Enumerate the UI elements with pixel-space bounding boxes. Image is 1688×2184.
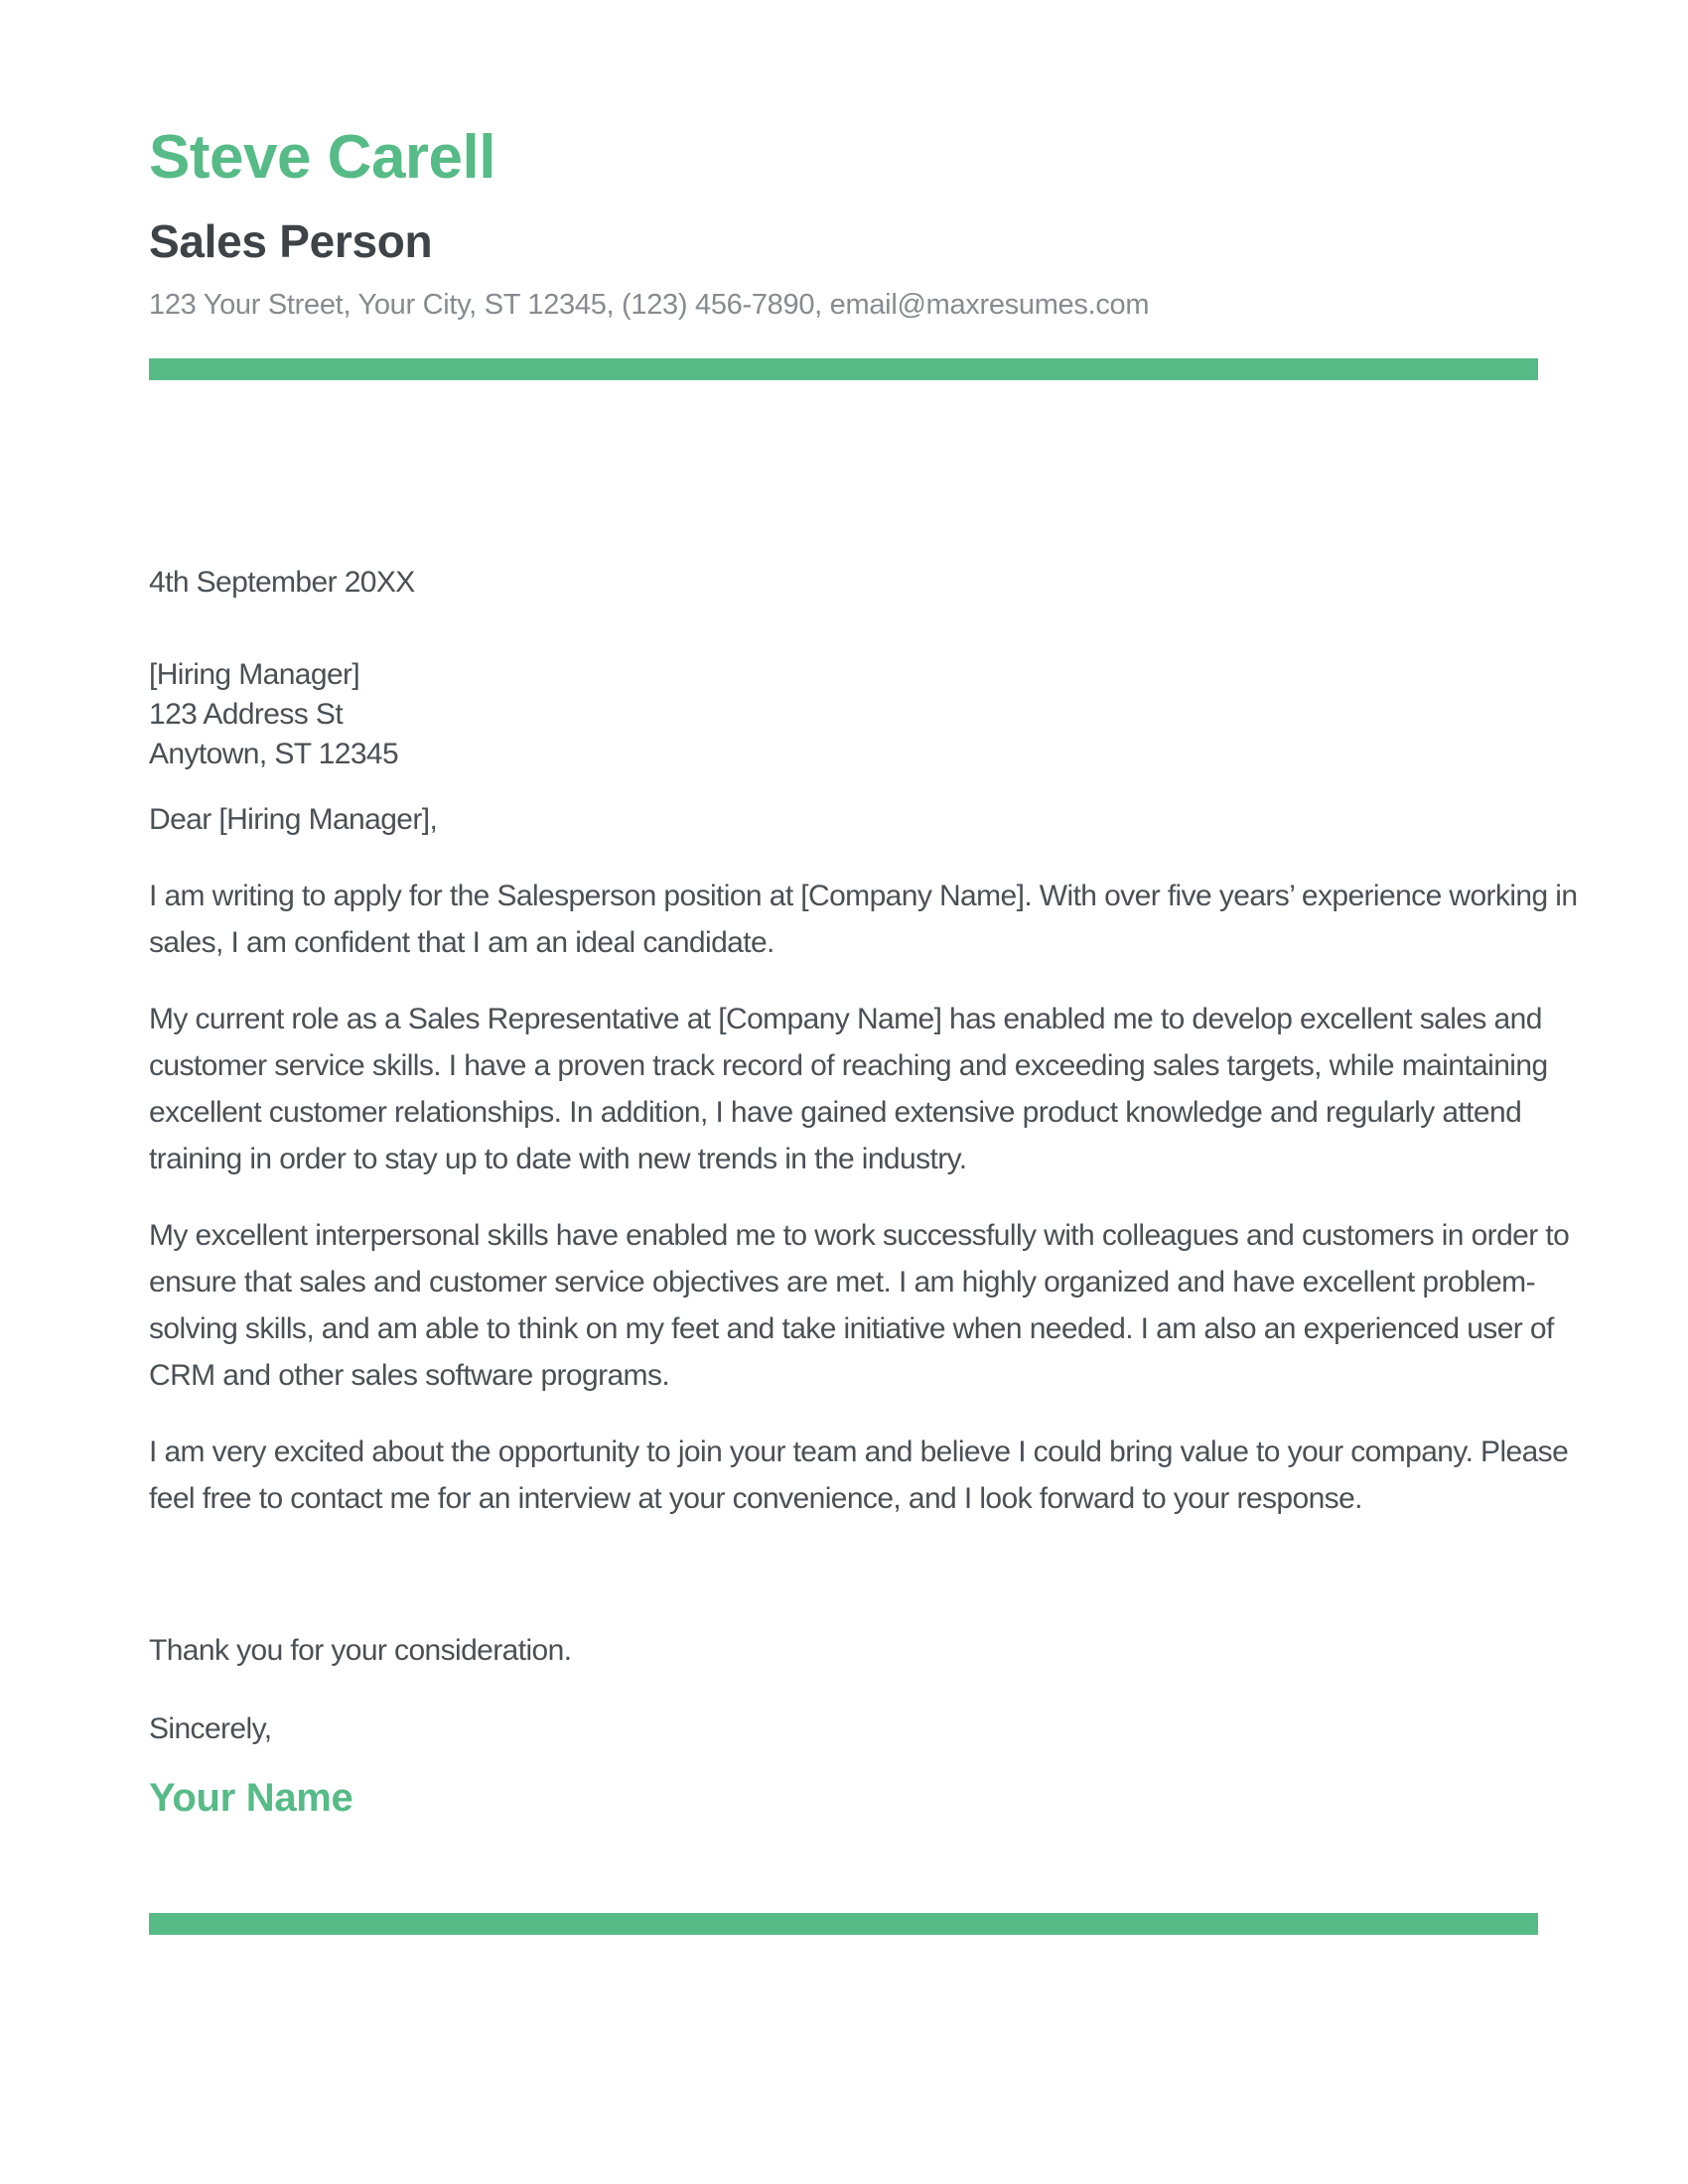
accent-divider-bottom: [149, 1913, 1538, 1935]
salutation: Dear [Hiring Manager],: [149, 803, 438, 836]
recipient-address: [149, 655, 1599, 774]
applicant-name: Steve Carell: [149, 123, 495, 192]
letter-header: [0, 123, 1688, 323]
body-paragraph-1: I am writing to apply for the Salesperson position at [Company Name]. With over five years’ experience working in sales, I am confident that I am an ideal candidate.: [149, 880, 1578, 959]
accent-divider-top: [149, 358, 1538, 380]
signature-name: Your Name: [149, 1776, 353, 1820]
body-paragraph-3: My excellent interpersonal skills have enabled me to work successfully with colleagues and customers in order to ensure that sales and customer service objectives are met. I am highly organized and have excellent problem- solving skills, and am able to think on my feet and take initiative when needed. I am also an experienced user of CRM and other sales software programs.: [149, 1219, 1570, 1392]
body-paragraph-2: My current role as a Sales Representative at [Company Name] has enabled me to develop excellent sales and customer service skills. I have a proven track record of reaching and exceeding sales targets, while maintaining excellent customer relationships. In addition, I have gained extensive product knowledge and regularly attend training in order to stay up to date with new trends in the industry.: [149, 1003, 1548, 1175]
recipient-line-3: Anytown, ST 12345: [149, 738, 399, 770]
letter-body: [0, 559, 1688, 1818]
thanks-line: Thank you for your consideration.: [149, 1634, 572, 1667]
letter-date: 4th September 20XX: [149, 566, 415, 599]
body-paragraph-4: I am very excited about the opportunity to join your team and believe I could bring value to your company. Please feel free to contact me for an interview at your convenience, and I look forward to your response.: [149, 1435, 1569, 1515]
recipient-line-1: [Hiring Manager]: [149, 658, 360, 691]
contact-line: 123 Your Street, Your City, ST 12345, (123) 456-7890, email@maxresumes.com: [149, 289, 1150, 321]
applicant-job-title: Sales Person: [149, 215, 433, 267]
closing-line: Sincerely,: [149, 1712, 272, 1745]
recipient-line-2: 123 Address St: [149, 698, 344, 731]
